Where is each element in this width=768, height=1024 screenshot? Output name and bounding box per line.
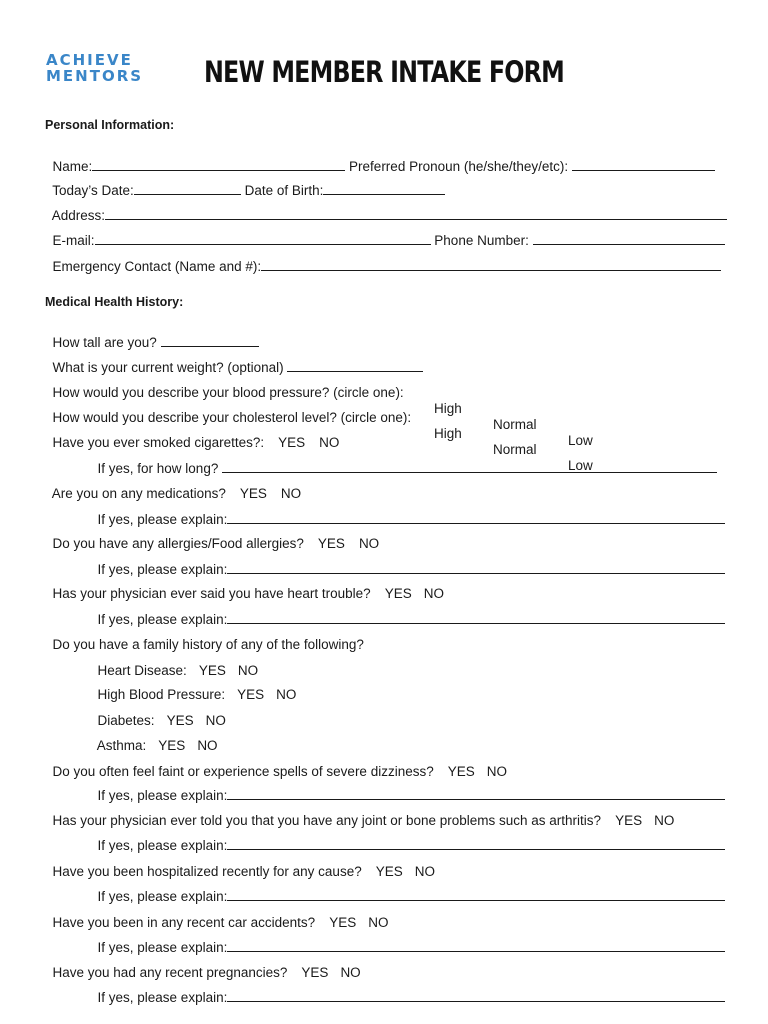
preg-no[interactable]: NO: [340, 965, 361, 980]
asthma-yes[interactable]: YES: [158, 738, 186, 753]
hbp-yes[interactable]: YES: [237, 687, 265, 702]
smoked-label: Have you ever smoked cigarettes?:: [52, 435, 265, 450]
chol-high[interactable]: High: [434, 426, 462, 441]
bp-low[interactable]: Low: [568, 433, 593, 448]
asthma-no[interactable]: NO: [197, 738, 218, 753]
explain-label: If yes, please explain:: [97, 612, 228, 627]
preg-label: Have you had any recent pregnancies?: [52, 965, 288, 980]
hospital-no[interactable]: NO: [414, 864, 435, 879]
heart-label: Has your physician ever said you have heart trouble?: [52, 586, 371, 601]
today-label: Today’s Date:: [52, 183, 134, 198]
joint-label: Has your physician ever told you that you have any joint or bone problems such as arthritis?: [52, 813, 602, 828]
howlong-label: If yes, for how long?: [97, 461, 219, 476]
allergies-yes[interactable]: YES: [317, 536, 345, 551]
heart-no[interactable]: NO: [423, 586, 444, 601]
dob-label: Date of Birth:: [244, 183, 324, 198]
hbp-label: High Blood Pressure:: [97, 687, 226, 702]
smoked-yes[interactable]: YES: [278, 435, 306, 450]
asthma-label: Asthma:: [96, 738, 147, 753]
personal-heading: Personal Information:: [45, 118, 175, 132]
faint-no[interactable]: NO: [486, 764, 507, 779]
bp-label: How would you describe your blood pressure? (circle one):: [52, 385, 404, 400]
car-yes[interactable]: YES: [329, 915, 357, 930]
emergency-field[interactable]: [261, 259, 721, 271]
diabetes-label: Diabetes:: [97, 713, 155, 728]
name-label: Name:: [52, 159, 93, 174]
meds-label: Are you on any medications?: [51, 486, 226, 501]
weight-label: What is your current weight? (optional): [52, 360, 284, 375]
chol-label: How would you describe your cholesterol level? (circle one):: [52, 410, 412, 425]
family-label: Do you have a family history of any of the following?: [52, 637, 364, 652]
bp-high[interactable]: High: [434, 401, 462, 416]
smoked-no[interactable]: NO: [319, 435, 340, 450]
heart-disease-yes[interactable]: YES: [198, 663, 226, 678]
explain-label: If yes, please explain:: [97, 940, 228, 955]
explain-label: If yes, please explain:: [97, 889, 228, 904]
explain-label: If yes, please explain:: [97, 788, 228, 803]
page-title: NEW MEMBER INTAKE FORM: [203, 55, 565, 89]
email-label: E-mail:: [52, 233, 95, 248]
logo-line-1: ACHIEVE: [46, 51, 133, 69]
hospital-label: Have you been hospitalized recently for any cause?: [52, 864, 362, 879]
explain-label: If yes, please explain:: [97, 562, 228, 577]
explain-label: If yes, please explain:: [97, 990, 228, 1005]
hbp-no[interactable]: NO: [276, 687, 297, 702]
meds-yes[interactable]: YES: [239, 486, 267, 501]
emergency-row: [45, 243, 721, 275]
heart-disease-label: Heart Disease:: [97, 663, 187, 678]
phone-label: Phone Number:: [434, 233, 529, 248]
medical-heading: Medical Health History:: [45, 295, 184, 309]
pronoun-field[interactable]: [572, 159, 715, 171]
joint-no[interactable]: NO: [654, 813, 675, 828]
preg-explain-row: [90, 974, 725, 1006]
explain-label: If yes, please explain:: [97, 512, 228, 527]
diabetes-yes[interactable]: YES: [166, 713, 194, 728]
car-no[interactable]: NO: [368, 915, 389, 930]
heart-disease-no[interactable]: NO: [237, 663, 259, 678]
allergies-no[interactable]: NO: [358, 536, 380, 551]
preg-explain-field[interactable]: [227, 990, 725, 1002]
chol-normal[interactable]: Normal: [493, 442, 537, 457]
chol-low[interactable]: Low: [568, 458, 593, 473]
address-label: Address:: [51, 208, 106, 223]
logo-line-2: MENTORS: [46, 67, 144, 85]
meds-no[interactable]: NO: [280, 486, 302, 501]
car-label: Have you been in any recent car accidents?: [52, 915, 316, 930]
faint-yes[interactable]: YES: [447, 764, 475, 779]
pronoun-label: Preferred Pronoun (he/she/they/etc):: [349, 159, 569, 174]
diabetes-no[interactable]: NO: [205, 713, 226, 728]
heart-yes[interactable]: YES: [384, 586, 412, 601]
explain-label: If yes, please explain:: [97, 838, 228, 853]
bp-normal[interactable]: Normal: [493, 417, 537, 432]
hospital-yes[interactable]: YES: [375, 864, 403, 879]
joint-yes[interactable]: YES: [615, 813, 643, 828]
preg-yes[interactable]: YES: [301, 965, 329, 980]
faint-label: Do you often feel faint or experience spells of severe dizziness?: [52, 764, 434, 779]
emergency-label: Emergency Contact (Name and #):: [52, 259, 262, 274]
allergies-label: Do you have any allergies/Food allergies?: [52, 536, 304, 551]
height-label: How tall are you?: [52, 335, 157, 350]
